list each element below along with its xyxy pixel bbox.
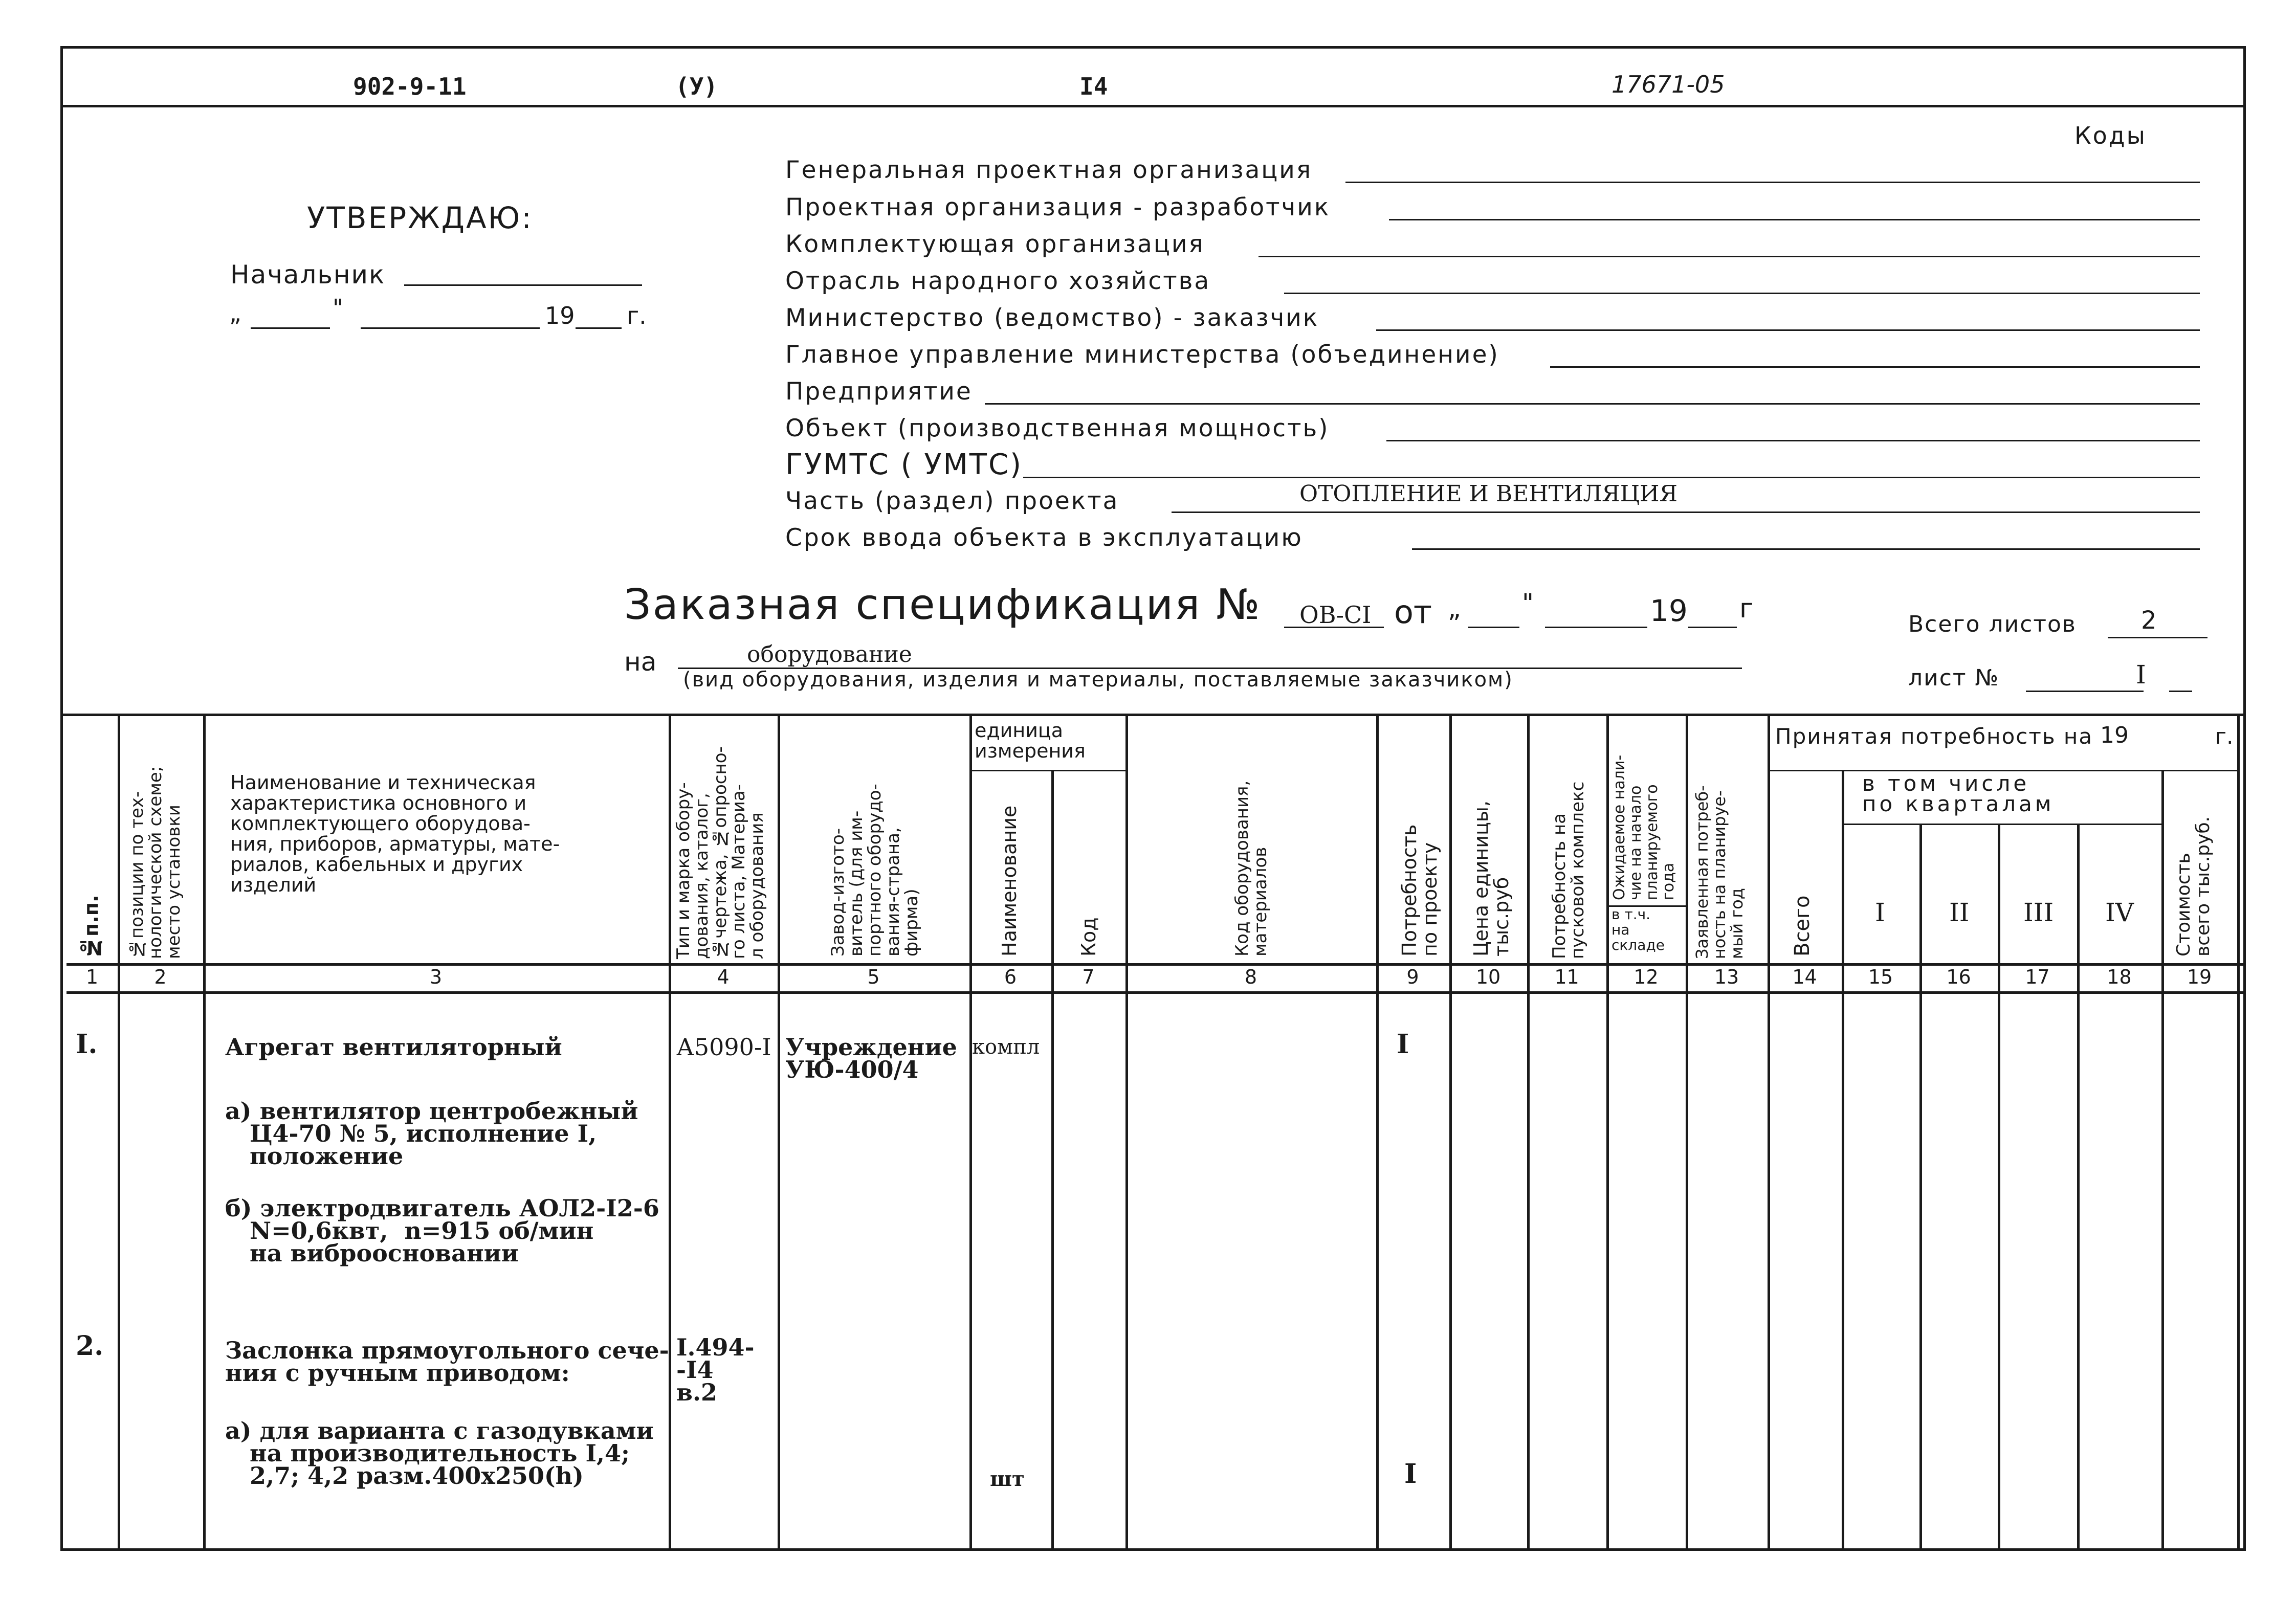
org-commission-date-line <box>1412 548 2200 550</box>
org-enterprise-line <box>985 403 2200 405</box>
header-c10: Цена единицы, тыс.руб <box>1470 800 1513 957</box>
org-ministry-line <box>1376 329 2200 331</box>
date-quote-open: „ <box>229 299 241 327</box>
org-general: Генеральная проектная организация <box>785 156 1313 184</box>
row2-sub-a: а) для варианта с газодувками на производительность I,4; 2,7; 4,2 разм.400х250(h) <box>225 1417 654 1489</box>
col-line-19 <box>2237 714 2240 1551</box>
colnum-12: 12 <box>1633 966 1659 988</box>
spec-day-line <box>1468 627 1519 628</box>
org-gumts-line <box>1023 477 2200 478</box>
org-branch: Отрасль народного хозяйства <box>785 267 1211 295</box>
header-c1: №п.п. <box>80 895 102 959</box>
sheet-line <box>2026 691 2144 692</box>
colnum-18: 18 <box>2107 966 2132 988</box>
row1-name: Агрегат вентиляторный <box>225 1033 562 1061</box>
col-line-15 <box>1919 824 1922 1551</box>
header-c19: Стоимость всего тыс.руб. <box>2173 816 2214 957</box>
sheet-label: лист № <box>1908 665 2000 691</box>
col-line-5 <box>969 714 972 1551</box>
col-line-18 <box>2161 770 2164 1551</box>
total-sheets-value: 2 <box>2141 606 2157 635</box>
date-quote-close: " <box>333 294 344 322</box>
col-line-7 <box>1125 714 1128 1551</box>
header-quarters-group: в том числе по кварталам <box>1862 771 2055 816</box>
date-day-line <box>251 327 330 329</box>
top-strip-divider <box>60 105 2246 107</box>
colnum-10: 10 <box>1475 966 1501 988</box>
spec-number: ОВ-СI <box>1299 601 1372 629</box>
header-c12b: в т.ч. на складе <box>1611 906 1665 953</box>
row1-number: I. <box>76 1029 98 1060</box>
org-main-dept-line <box>1550 366 2200 368</box>
row2-type: I.494- -I4 в.2 <box>676 1333 755 1406</box>
org-commission-date: Срок ввода объекта в эксплуатацию <box>785 524 1303 552</box>
colnum-13: 13 <box>1714 966 1739 988</box>
col-line-11 <box>1606 714 1609 1551</box>
colnum-9: 9 <box>1406 966 1419 988</box>
org-branch-line <box>1284 293 2200 294</box>
quarters-line <box>1842 824 2161 825</box>
colnum-4: 4 <box>717 966 730 988</box>
col-line-1 <box>118 714 120 1551</box>
header-c11: Потребность на пусковой комплекс <box>1549 781 1588 959</box>
codes-label: Коды <box>2074 122 2147 149</box>
header-accepted-year: 19 <box>2100 722 2129 748</box>
unit-group-line <box>969 770 1125 771</box>
page-number: I4 <box>1079 73 1108 100</box>
spec-year-prefix: 19 <box>1650 593 1688 628</box>
row1-qty: I <box>1397 1029 1409 1060</box>
org-gumts: ГУМТС ( УМТС) <box>785 448 1023 481</box>
row2-unit: шт <box>990 1467 1025 1491</box>
colnum-8: 8 <box>1244 966 1257 988</box>
total-sheets-line <box>2108 637 2207 638</box>
colnum-17: 17 <box>2025 966 2050 988</box>
row1-sub-b: б) электродвигатель АОЛ2-I2-6 N=0,6квт, n=915 об/мин на виброосновании <box>225 1194 659 1267</box>
date-year-suffix: г. <box>627 302 647 329</box>
header-c3: Наименование и техническая характеристика основного и комплектующего оборудова- ния, приборов, арматуры, мате- риалов, кабельных и других изделий <box>230 771 560 896</box>
colnum-1: 1 <box>85 966 99 988</box>
colnum-3: 3 <box>429 966 443 988</box>
org-developer: Проектная организация - разработчик <box>785 193 1331 221</box>
spec-month-line <box>1545 627 1647 628</box>
org-object: Объект (производственная мощность) <box>785 414 1330 442</box>
spec-subject-caption: (вид оборудования, изделия и материалы, поставляемые заказчиком) <box>683 668 1513 692</box>
spec-year-line <box>1688 627 1737 628</box>
header-c4: Тип и марка обору- дования, каталог, №чертежа, №опросно- го листа, Материа- л оборудования <box>673 746 767 959</box>
colnum-5: 5 <box>867 966 880 988</box>
sheet-value: I <box>2136 660 2146 690</box>
header-q2: II <box>1949 898 1970 927</box>
org-complect: Комплектующая организация <box>785 230 1205 258</box>
header-c2: №позиции по тех- нологической схеме; место установки <box>127 766 184 959</box>
col-line-12 <box>1686 714 1688 1551</box>
chief-signature-line <box>404 284 642 286</box>
col-line-16 <box>1998 824 2000 1551</box>
row2-qty: I <box>1404 1458 1417 1489</box>
header-c13: Заявленная потреб- ность на планируе- мый год <box>1692 785 1747 959</box>
date-year-prefix: 19 <box>545 302 575 329</box>
header-unit-group: единица измерения <box>975 719 1086 762</box>
table-colnum-bottom <box>67 991 2246 994</box>
org-project-part: Часть (раздел) проекта <box>785 487 1119 515</box>
colnum-16: 16 <box>1946 966 1971 988</box>
total-sheets-label: Всего листов <box>1908 611 2077 637</box>
colnum-11: 11 <box>1554 966 1579 988</box>
colnum-15: 15 <box>1868 966 1893 988</box>
col-line-14 <box>1842 770 1844 1551</box>
date-month-line <box>361 327 540 329</box>
col-line-10 <box>1527 714 1530 1551</box>
org-project-part-line <box>1172 512 2200 513</box>
colnum-19: 19 <box>2187 966 2212 988</box>
row2-name: Заслонка прямоугольного сече- ния с ручным приводом: <box>225 1337 669 1387</box>
header-q1: I <box>1875 898 1885 927</box>
sheet-line-tail <box>2169 691 2192 692</box>
spec-quote-close: " <box>1522 588 1534 618</box>
spec-from: от <box>1394 593 1432 631</box>
variant-mark: (У) <box>675 73 718 100</box>
header-q4: IV <box>2105 898 2134 927</box>
header-c5: Завод-изгото- витель (для им- портного оборудо- вания-страна, фирма) <box>828 784 922 957</box>
row1-type: А5090-I <box>676 1033 771 1061</box>
header-c8: Код оборудования, материалов <box>1232 780 1271 957</box>
spec-quote-open: „ <box>1448 593 1461 623</box>
spec-year-suffix: г <box>1739 593 1754 624</box>
spec-number-line <box>1284 627 1384 628</box>
header-c9: Потребность по проекту <box>1398 824 1441 957</box>
inventory-number: 17671-05 <box>1611 71 1725 98</box>
header-c14: Всего <box>1791 895 1814 957</box>
header-c12a: Ожидаемое нали- чие на начало планируемого года <box>1610 754 1677 900</box>
header-q3: III <box>2023 898 2054 927</box>
colnum-7: 7 <box>1082 966 1095 988</box>
spec-subject: оборудование <box>747 641 912 668</box>
org-complect-line <box>1259 256 2200 257</box>
col-line-8 <box>1376 714 1379 1551</box>
colnum-14: 14 <box>1792 966 1817 988</box>
col-line-4 <box>778 714 780 1551</box>
date-year-line <box>576 327 622 329</box>
colnum-2: 2 <box>154 966 167 988</box>
col-line-13 <box>1768 714 1770 1551</box>
colnum-6: 6 <box>1004 966 1017 988</box>
col-line-17 <box>2077 824 2080 1551</box>
row1-sub-a: а) вентилятор центробежный Ц4-70 № 5, исполнение I, положение <box>225 1097 638 1170</box>
org-ministry: Министерство (ведомство) - заказчик <box>785 304 1319 332</box>
org-general-line <box>1345 182 2200 183</box>
table-top-border <box>60 714 2246 716</box>
header-accepted: Принятая потребность на <box>1775 724 2093 749</box>
col-line-2 <box>203 714 206 1551</box>
col-line-3 <box>669 714 671 1551</box>
spec-title: Заказная спецификация № <box>624 581 1262 629</box>
header-c6: Наименование <box>998 805 1021 957</box>
org-object-line <box>1386 440 2200 441</box>
col-line-9 <box>1449 714 1452 1551</box>
chief-label: Начальник <box>230 260 386 290</box>
row1-maker: Учреждение УЮ-400/4 <box>785 1033 957 1083</box>
row2-number: 2. <box>76 1330 104 1362</box>
header-c7: Код <box>1077 917 1100 957</box>
org-developer-line <box>1389 219 2200 220</box>
org-project-part-value: ОТОПЛЕНИЕ И ВЕНТИЛЯЦИЯ <box>1299 481 1677 507</box>
org-main-dept: Главное управление министерства (объединение) <box>785 341 1499 369</box>
approval-title: УТВЕРЖДАЮ: <box>307 201 533 235</box>
col-line-6 <box>1051 770 1054 1551</box>
doc-code: 902-9-11 <box>353 73 467 100</box>
org-enterprise: Предприятие <box>785 377 973 406</box>
spec-na: на <box>624 647 657 677</box>
header-accepted-suffix: г. <box>2215 724 2234 749</box>
row1-unit: компл <box>972 1035 1040 1059</box>
